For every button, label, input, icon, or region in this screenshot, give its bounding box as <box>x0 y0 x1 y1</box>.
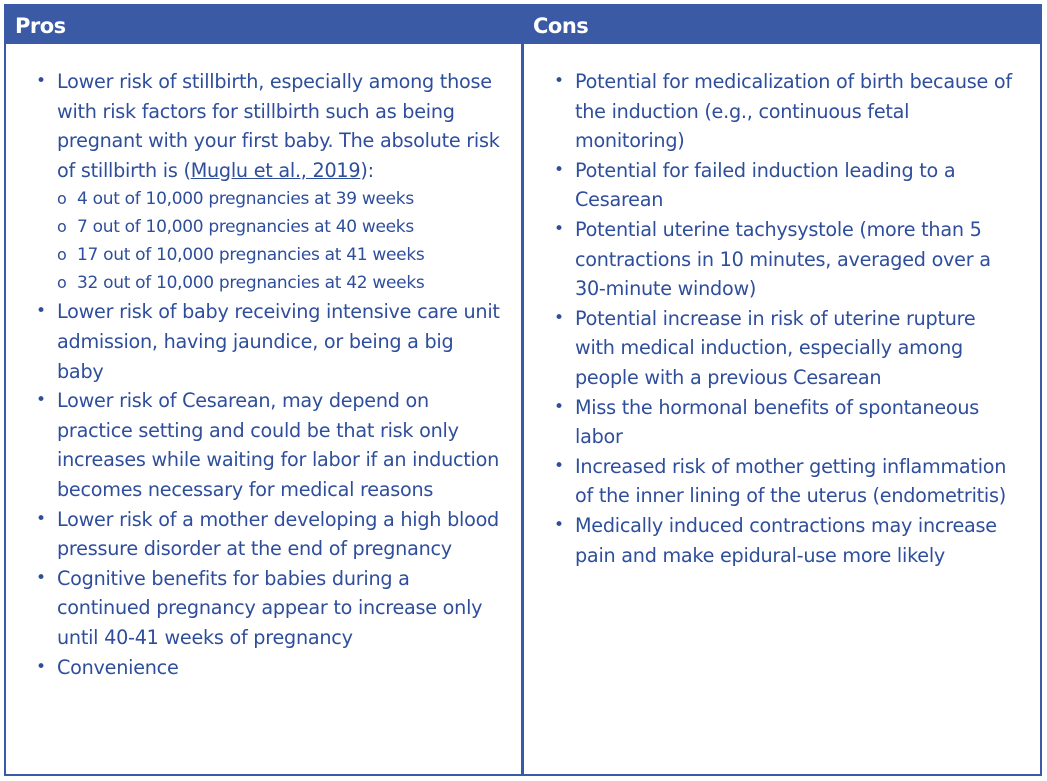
cons-list-item <box>554 215 1015 304</box>
cons-list-item <box>554 511 1015 570</box>
cons-list-item <box>554 452 1015 511</box>
pros-list-item <box>36 67 505 297</box>
sublist-item-text: 7 out of 10,000 pregnancies at 40 weeks <box>77 217 414 238</box>
cons-list-item <box>554 67 1015 156</box>
bullet-icon: • <box>554 514 564 535</box>
bullet-icon: • <box>554 159 564 180</box>
sub-bullet-icon: o <box>57 217 67 237</box>
sublist-item-text: 4 out of 10,000 pregnancies at 39 weeks <box>77 189 414 210</box>
bullet-icon: • <box>554 396 564 417</box>
cons-item-text: Potential for medicalization of birth because of the induction (e.g., continuous fetal monitoring) <box>575 70 1012 153</box>
cons-item-text: Potential for failed induction leading to a Cesarean <box>575 158 956 212</box>
sub-bullet-icon: o <box>57 189 67 209</box>
cons-list-item <box>554 156 1015 215</box>
bullet-icon: • <box>36 390 46 411</box>
bullet-icon: • <box>554 455 564 476</box>
bullet-icon: • <box>36 567 46 588</box>
pros-item-text: Lower risk of Cesarean, may depend on practice setting and could be that risk only increases while waiting for labor if an induction becomes necessary for medical reasons <box>57 389 500 501</box>
pros-list-item <box>36 564 505 653</box>
pros-column <box>6 6 524 774</box>
bullet-icon: • <box>36 71 46 91</box>
pros-item-text: Cognitive benefits for babies during a continued pregnancy appear to increase only until 40-41 weeks of pregnancy <box>57 566 483 649</box>
cons-list <box>524 48 1040 570</box>
pros-item-text: Lower risk of baby receiving intensive care unit admission, having jaundice, or being a big baby <box>57 300 500 383</box>
bullet-icon: • <box>36 656 46 677</box>
stillbirth-risk-sublist <box>57 185 505 297</box>
citation-link[interactable]: Muglu et al., 2019 <box>190 158 361 182</box>
pros-list <box>6 48 521 682</box>
pros-list-item <box>36 386 505 504</box>
sub-bullet-icon: o <box>57 273 67 293</box>
cons-list-item <box>554 393 1015 452</box>
cons-item-text: Potential increase in risk of uterine rupture with medical induction, especially among people with a previous Cesarean <box>575 306 976 389</box>
cons-list-item <box>554 304 1015 393</box>
cons-column <box>524 6 1040 774</box>
sublist-item-text: 32 out of 10,000 pregnancies at 42 weeks <box>77 273 425 294</box>
cons-item-text: Medically induced contractions may increase pain and make epidural-use more likely <box>575 513 997 567</box>
pros-item-text: Convenience <box>57 655 179 679</box>
pros-item-text-end: ): <box>360 158 374 182</box>
pros-list-item <box>36 653 505 683</box>
bullet-icon: • <box>554 218 564 239</box>
sublist-item <box>57 213 505 241</box>
bullet-icon: • <box>36 508 46 529</box>
sublist-item <box>57 241 505 269</box>
sublist-item <box>57 185 505 213</box>
sublist-item <box>57 269 505 297</box>
bullet-icon: • <box>36 301 46 322</box>
pros-item-text: Lower risk of a mother developing a high blood pressure disorder at the end of pregnancy <box>57 507 499 561</box>
pros-item-text: Lower risk of stillbirth, especially among those with risk factors for stillbirth such as being pregnant with your first baby. The absolute risk of stillbirth is ( <box>57 70 500 182</box>
cons-item-text: Miss the hormonal benefits of spontaneous labor <box>575 395 980 449</box>
sub-bullet-icon: o <box>57 245 67 265</box>
bullet-icon: • <box>554 307 564 328</box>
sublist-item-text: 17 out of 10,000 pregnancies at 41 weeks <box>77 245 425 266</box>
cons-item-text: Potential uterine tachysystole (more than 5 contractions in 10 minutes, averaged over a 30-minute window) <box>575 217 991 301</box>
pros-list-item <box>36 505 505 564</box>
pros-cons-table <box>4 4 1042 776</box>
bullet-icon: • <box>554 71 564 91</box>
pros-heading: Pros <box>6 6 521 44</box>
cons-item-text: Increased risk of mother getting inflammation of the inner lining of the uterus (endometritis) <box>575 454 1007 508</box>
pros-list-item <box>36 297 505 386</box>
cons-heading: Cons <box>524 6 1040 44</box>
